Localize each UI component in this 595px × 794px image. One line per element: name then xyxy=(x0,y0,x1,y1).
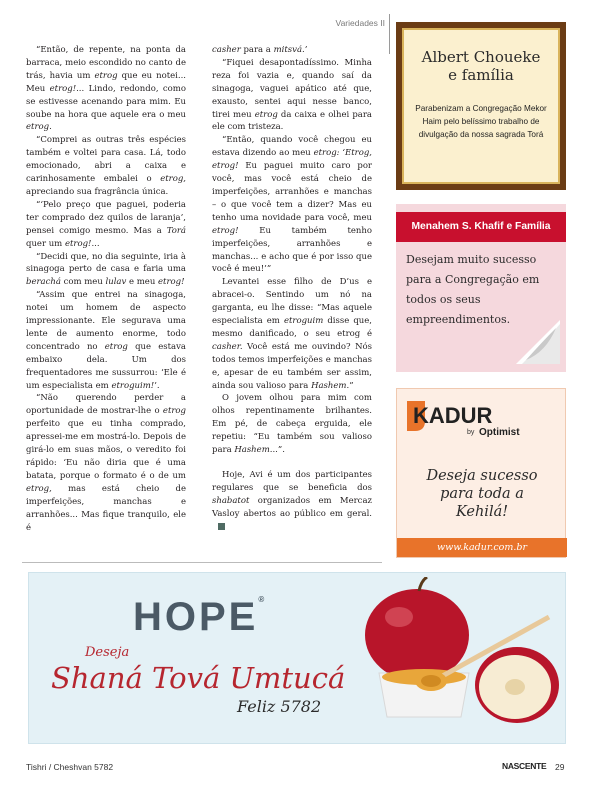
italic-term: lulav xyxy=(105,277,127,288)
italic-term: Hashem xyxy=(234,445,270,456)
text-run: “Então, de repente, na ponta da barraca, meio escondido no canto de trás, havia um xyxy=(26,45,186,81)
article-paragraph xyxy=(212,44,372,57)
italic-term: Hashem. xyxy=(311,380,350,391)
text-run: perfeito que eu tinha comprado, apressei-me em mostrá-lo. Depois de girá-lo em suas mãos, o veredito foi rápido: ‘Eu não diria que é uma batata, porque o formato é o de um xyxy=(26,419,186,481)
text-run: que estava embaixo dela. Um dos frequentadores me sussurrou: ‘Ele é um especialista em xyxy=(26,341,186,391)
italic-term: etrog! xyxy=(212,225,239,236)
text-run: Você está me ouvindo? Nós todos temos imperfeições e manchas e, apesar de eu também ser assim, ainda sou valioso para xyxy=(212,341,372,391)
italic-term: etrog, xyxy=(26,483,52,494)
text-run: “Comprei as outras três espécies também e voltei para casa. Lá, todo emocionado, abri a caixa e carinhosamente embalei o xyxy=(26,135,186,185)
article-paragraph xyxy=(212,392,372,457)
hope-brand-text: HOPE xyxy=(133,595,259,639)
apple-honey-art xyxy=(349,577,565,743)
text-run: ...”. xyxy=(269,445,285,456)
italic-term: etrog: ‘Etrog, etrog! xyxy=(212,148,372,172)
article-paragraph xyxy=(212,469,372,534)
text-run: Eu paguei muito caro por você, mas você está cheio de imperfeições, arranhões e manchas – o que você tem a dizer? Mas eu tenho uma novidade para você, meu xyxy=(212,161,372,223)
article-bottom-rule xyxy=(22,562,382,563)
hope-line1: Deseja xyxy=(85,645,130,660)
ad-choueke-name xyxy=(404,48,558,84)
text-run: “Decidi que, no dia seguinte, iria à sinagoga perto de casa e faria uma xyxy=(26,251,186,275)
end-square-icon xyxy=(218,523,225,530)
hope-line2: Shaná Tová Umtucá xyxy=(51,661,346,695)
text-run: “‘Pelo preço que paguei, poderia ter comprado dez quilos de laranja’, pensei comigo mesmo. Mas a xyxy=(26,199,186,236)
ad-choueke-message: Parabenizam a Congregação Mekor Haim pelo belíssimo trabalho de divulgação da nossa sagrada Torá xyxy=(415,104,547,139)
text-run: “Fiquei desapontadíssimo. Minha reza foi vazia e, quando saí da sinagoga, vaguei apático até que, exausto, sentei aqui nesse banco, tirei meu xyxy=(212,57,372,120)
italic-term: etrog xyxy=(94,70,118,81)
italic-term: casher xyxy=(212,45,241,55)
text-run: que eu notei... Meu xyxy=(26,70,186,94)
text-run: organizados em Mercaz Vasloy abertos ao público em geral. xyxy=(212,495,372,519)
ad-choueke-frame xyxy=(402,28,560,184)
article-paragraph xyxy=(26,134,186,199)
kadur-logo xyxy=(403,397,533,437)
article-paragraph xyxy=(26,392,186,534)
page-curl-icon xyxy=(516,320,560,364)
article-paragraph xyxy=(26,44,186,134)
ad-kadur-url[interactable]: www.kadur.com.br xyxy=(397,538,567,557)
ad-hope-banner xyxy=(28,572,566,744)
hope-line3: Feliz 5782 xyxy=(237,697,322,716)
italic-term: etrog xyxy=(104,341,128,352)
article-column-1 xyxy=(26,44,186,534)
italic-term: etrog xyxy=(254,109,278,120)
text-run: “Assim que entrei na sinagoga, notei um homem de aspecto impressionante. Ele segurava uma lente de aumento enorme, todo concentrado no xyxy=(26,290,186,352)
kadur-logo-text: KADUR xyxy=(413,403,493,428)
header-divider xyxy=(389,14,390,54)
apple-half-icon xyxy=(475,647,559,723)
text-run: Eu também tenho imperfeições, arranhões e manchas... e acho que é por isso que você é meu!’” xyxy=(212,225,372,275)
article-column-2 xyxy=(212,44,372,534)
text-run: para a xyxy=(240,45,274,55)
ad-choueke-name-line2: e família xyxy=(448,66,514,84)
italic-term: etrog! xyxy=(158,277,185,288)
article-paragraph xyxy=(212,57,372,134)
ad-khafif xyxy=(396,204,566,372)
text-run: da caixa e olhei para ele com tristeza. xyxy=(212,109,372,133)
section-label: Variedades II xyxy=(335,18,385,28)
italic-term: etroguim xyxy=(283,316,324,327)
italic-term: etrog, xyxy=(160,174,186,185)
italic-term: etrog. xyxy=(26,122,52,133)
text-run: com meu xyxy=(60,277,106,288)
text-run: ’ xyxy=(304,45,308,55)
article-paragraph xyxy=(26,199,186,251)
ad-kadur xyxy=(396,388,566,558)
article-paragraph xyxy=(212,276,372,392)
ad-choueke xyxy=(396,22,566,190)
text-run: ” xyxy=(349,380,354,391)
italic-term: etroguim! xyxy=(111,380,155,391)
ad-kadur-message-line3: Kehilá! xyxy=(455,504,509,520)
hope-brand-mark: ® xyxy=(258,595,268,604)
article-paragraph xyxy=(26,251,186,290)
hope-brand xyxy=(133,595,267,640)
text-run: Levantei esse filho de D’us e abracei-o. Sentindo um nó na garganta, eu lhe disse: “Mas aquele especialista em xyxy=(212,277,372,327)
text-run: ... Lindo, redondo, como se estivesse acenando para mim. Eu soube na hora que aquele era o meu xyxy=(26,83,186,120)
text-run: Hoje, Avi é um dos participantes regulares que se beneficia dos xyxy=(212,470,372,493)
text-run: quer um xyxy=(26,238,65,249)
ad-khafif-name: Menahem S. Khafif e Família xyxy=(396,212,566,242)
text-run: apreciando sua fragrância única. xyxy=(26,186,169,197)
italic-term: etrog! xyxy=(64,238,92,249)
italic-term: mitsvá. xyxy=(273,45,305,55)
text-run: e meu xyxy=(126,277,158,288)
article-paragraph xyxy=(212,134,372,276)
italic-term: Torá xyxy=(166,225,186,236)
ad-kadur-message-line2: para toda a xyxy=(440,486,524,502)
text-run: disse que, mesmo danificado, o seu etrog é xyxy=(212,316,373,339)
text-run: “Então, quando você chegou eu estava dizendo ao meu xyxy=(212,135,372,159)
ad-khafif-message: Desejam muito sucesso para a Congregação em todos os seus empreendimentos. xyxy=(406,253,540,326)
ad-kadur-message-line1: Deseja sucesso xyxy=(426,468,538,484)
italic-term: shabatot xyxy=(212,495,250,506)
text-run: ’. xyxy=(154,380,160,391)
text-run: “Não querendo perder a oportunidade de mostrar-lhe o xyxy=(26,393,186,417)
article-paragraph xyxy=(26,289,186,392)
italic-term: etrog! xyxy=(49,83,77,94)
text-run: O jovem olhou para mim com olhos repentinamente brilhantes. Em pé, de cabeça erguida, ele repetiu: “Eu também sou valioso para xyxy=(212,393,372,456)
footer-brand: NASCENTE xyxy=(502,761,547,771)
text-run: ... xyxy=(91,238,100,249)
page-number: 29 xyxy=(555,762,565,772)
italic-term: berachá xyxy=(26,277,61,288)
text-run: mas está cheio de imperfeições, manchas e arranhões... Mas fique tranquilo, ele é xyxy=(26,483,186,533)
italic-term: casher. xyxy=(212,341,243,352)
apple-icon xyxy=(365,577,469,681)
kadur-by: by xyxy=(467,429,475,436)
kadur-partner: Optimist xyxy=(479,427,520,437)
ad-kadur-message xyxy=(397,467,567,521)
ad-choueke-name-line1: Albert Choueke xyxy=(421,48,541,66)
italic-term: etrog xyxy=(162,406,186,417)
footer-issue: Tishri / Cheshvan 5782 xyxy=(26,762,114,772)
